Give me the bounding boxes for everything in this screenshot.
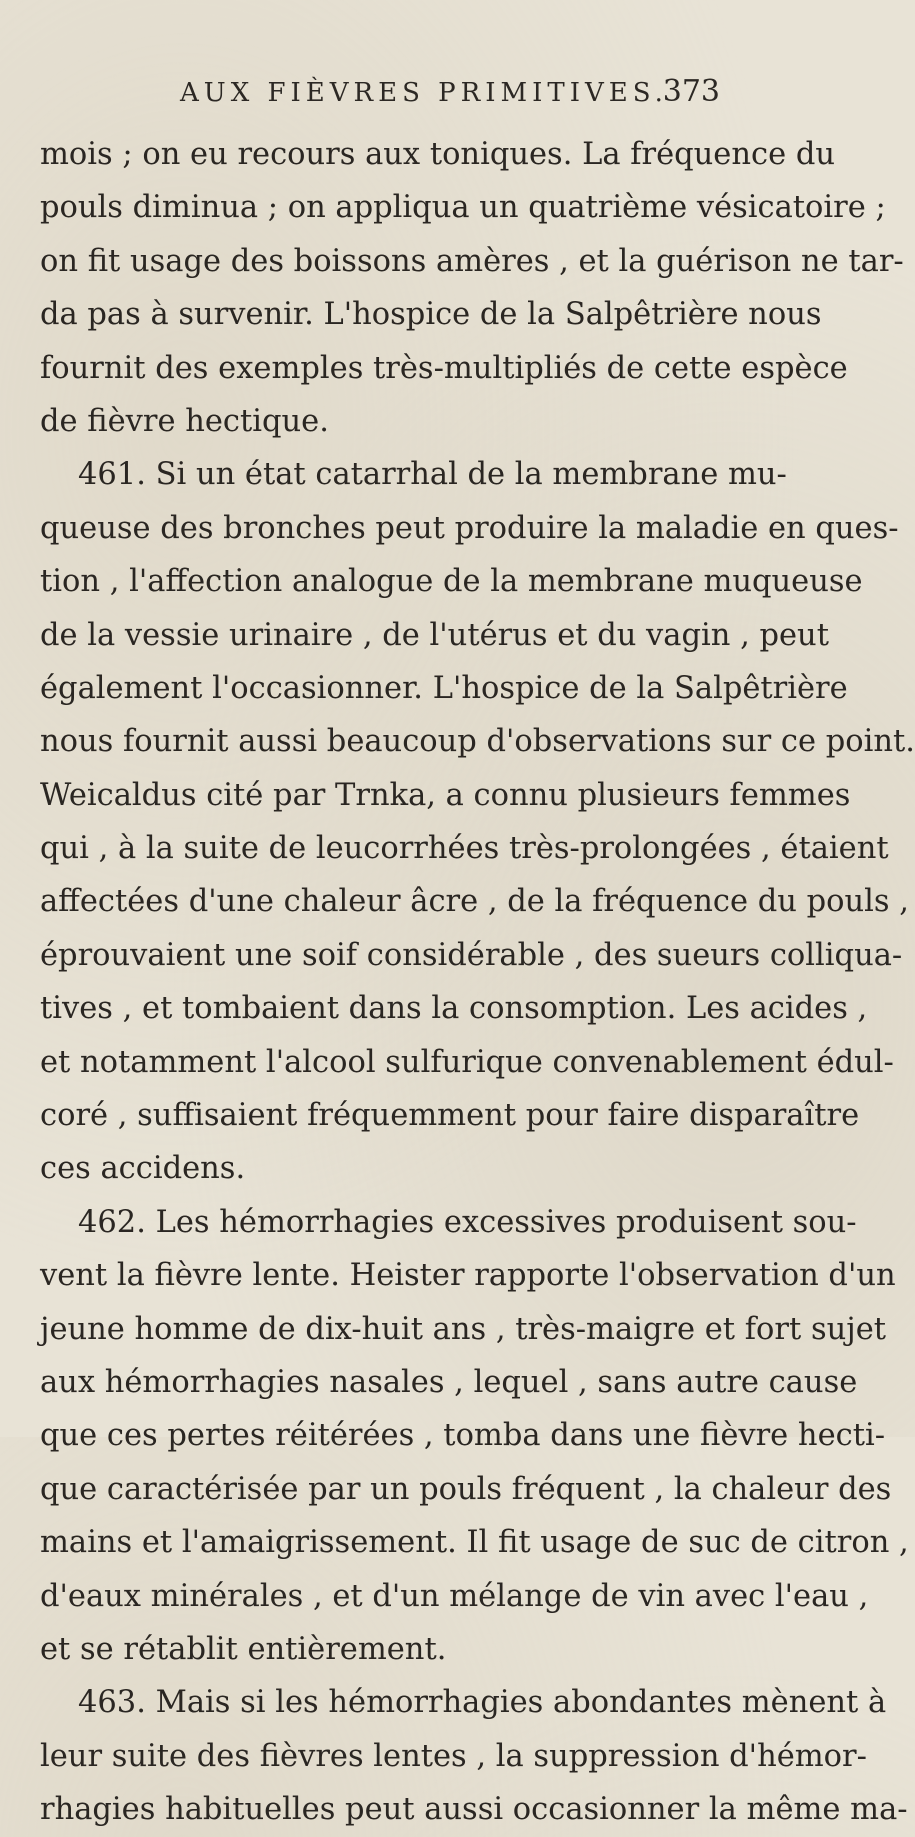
- paragraph-462-start: 462. Les hémorrhagies excessives produisent sou-: [78, 1204, 857, 1240]
- text-line: tives , et tombaient dans la consomption. Les acides ,: [40, 991, 868, 1027]
- running-head: AUX FIÈVRES PRIMITIVES.: [180, 78, 668, 108]
- text-line: de la vessie urinaire , de l'utérus et du vagin , peut: [40, 617, 829, 653]
- text-line: tion , l'affection analogue de la membrane muqueuse: [40, 564, 863, 600]
- text-line: on fit usage des boissons amères , et la guérison ne tar-: [40, 243, 904, 279]
- text-line: et notamment l'alcool sulfurique convenablement édul-: [40, 1044, 894, 1080]
- text-line: nous fournit aussi beaucoup d'observations sur ce point.: [40, 724, 915, 760]
- text-line: éprouvaient une soif considérable , des sueurs colliqua-: [40, 937, 903, 973]
- text-line: fournit des exemples très-multipliés de cette espèce: [40, 350, 848, 386]
- text-line: mains et l'amaigrissement. Il fit usage de suc de citron ,: [40, 1525, 909, 1561]
- body-text: [40, 128, 915, 1837]
- text-line: Weicaldus cité par Trnka, a connu plusieurs femmes: [40, 777, 851, 813]
- text-line: affectées d'une chaleur âcre , de la fréquence du pouls ,: [40, 884, 909, 920]
- page-number: 373: [662, 74, 720, 109]
- text-line: da pas à survenir. L'hospice de la Salpêtrière nous: [40, 297, 822, 333]
- text-line: ces accidens.: [40, 1151, 246, 1187]
- text-line: mois ; on eu recours aux toniques. La fréquence du: [40, 137, 835, 172]
- text-line: que ces pertes réitérées , tomba dans une fièvre hecti-: [40, 1418, 886, 1454]
- text-line: de fièvre hectique.: [40, 403, 329, 439]
- text-line: aux hémorrhagies nasales , lequel , sans autre cause: [40, 1364, 858, 1400]
- text-line: également l'occasionner. L'hospice de la Salpêtrière: [40, 670, 848, 706]
- paragraph-463-start: 463. Mais si les hémorrhagies abondantes mènent à: [78, 1685, 887, 1721]
- page-header: [180, 74, 720, 118]
- text-line: queuse des bronches peut produire la maladie en ques-: [40, 510, 899, 546]
- text-line: leur suite des fièvres lentes , la suppression d'hémor-: [40, 1738, 867, 1774]
- text-line: d'eaux minérales , et d'un mélange de vin avec l'eau ,: [40, 1578, 869, 1614]
- text-line: que caractérisée par un pouls fréquent , la chaleur des: [40, 1471, 892, 1507]
- paragraph-461-start: 461. Si un état catarrhal de la membrane mu-: [78, 457, 787, 493]
- text-line: pouls diminua ; on appliqua un quatrième vésicatoire ;: [40, 190, 886, 226]
- text-line: coré , suffisaient fréquemment pour faire disparaître: [40, 1098, 860, 1134]
- text-line: vent la fièvre lente. Heister rapporte l'observation d'un: [40, 1258, 896, 1294]
- text-line: jeune homme de dix-huit ans , très-maigre et fort sujet: [40, 1311, 887, 1347]
- text-line: et se rétablit entièrement.: [40, 1631, 447, 1667]
- text-line: rhagies habituelles peut aussi occasionner la même ma-: [40, 1792, 908, 1828]
- text-line: qui , à la suite de leucorrhées très-prolongées , étaient: [40, 831, 889, 867]
